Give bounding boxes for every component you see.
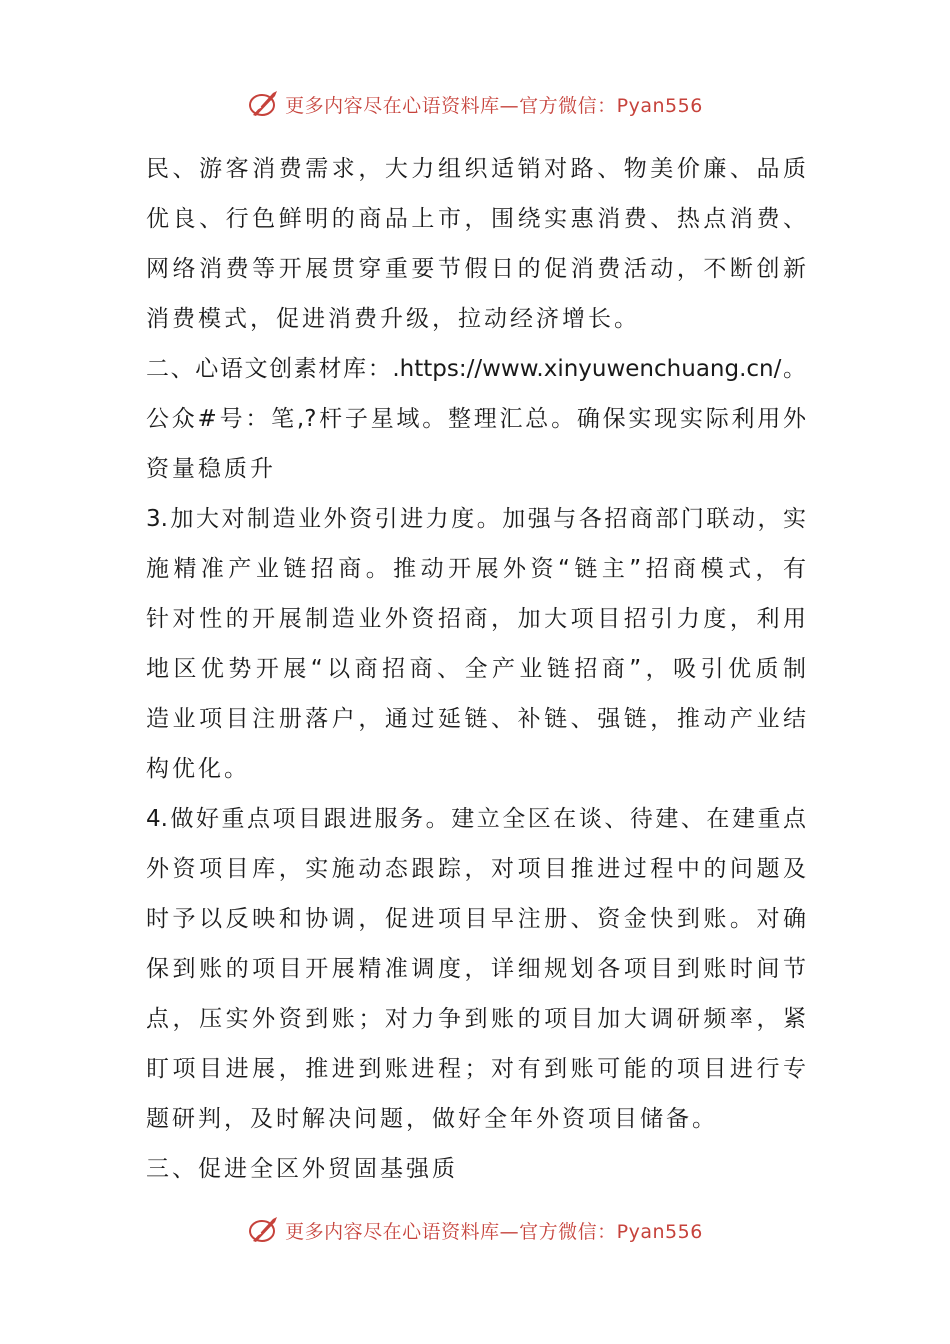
body-line: 民、游客消费需求，大力组织适销对路、物美价廉、品质	[146, 156, 806, 182]
body-line: 消费模式，促进消费升级，拉动经济增长。	[146, 306, 640, 332]
body-line: 地区优势开展“以商招商、全产业链招商”，吸引优质制	[146, 656, 806, 682]
body-line-heading-3: 3.加大对制造业外资引进力度。加强与各招商部门联动，实	[146, 506, 806, 532]
document-body	[146, 144, 806, 1194]
body-line: 题研判，及时解决问题，做好全年外资项目储备。	[146, 1106, 718, 1132]
body-line: 保到账的项目开展精准调度，详细规划各项目到账时间节	[146, 956, 806, 982]
body-line: 优良、行色鲜明的商品上市，围绕实惠消费、热点消费、	[146, 206, 806, 232]
body-line-url: 二、心语文创素材库：.https://www.xinyuwenchuang.cn/。	[146, 356, 806, 382]
body-line: 针对性的开展制造业外资招商，加大项目招引力度，利用	[146, 606, 806, 632]
body-line-heading-4: 4.做好重点项目跟进服务。建立全区在谈、待建、在建重点	[146, 806, 806, 832]
quill-pen-logo-icon	[247, 1213, 281, 1247]
body-line: 时予以反映和协调，促进项目早注册、资金快到账。对确	[146, 906, 806, 932]
body-line: 点，压实外资到账；对力争到账的项目加大调研频率，紧	[146, 1006, 806, 1032]
header-banner-text: 更多内容尽在心语资料库—官方微信：Pyan556	[285, 94, 703, 117]
body-line: 公众#号：笔,?杆子星域。整理汇总。确保实现实际利用外	[146, 406, 806, 432]
body-line: 造业项目注册落户，通过延链、补链、强链，推动产业结	[146, 706, 806, 732]
body-line: 施精准产业链招商。推动开展外资“链主”招商模式，有	[146, 556, 806, 582]
body-line: 构优化。	[146, 756, 250, 782]
body-line: 盯项目进展，推进到账进程；对有到账可能的项目进行专	[146, 1056, 806, 1082]
body-line: 网络消费等开展贯穿重要节假日的促消费活动，不断创新	[146, 256, 806, 282]
body-line: 外资项目库，实施动态跟踪，对项目推进过程中的问题及	[146, 856, 806, 882]
quill-pen-logo-icon	[247, 87, 281, 121]
header-banner	[0, 84, 950, 124]
footer-banner	[0, 1210, 950, 1250]
section-heading-3: 三、促进全区外贸固基强质	[146, 1156, 458, 1182]
footer-banner-text: 更多内容尽在心语资料库—官方微信：Pyan556	[285, 1220, 703, 1243]
body-line: 资量稳质升	[146, 456, 276, 482]
